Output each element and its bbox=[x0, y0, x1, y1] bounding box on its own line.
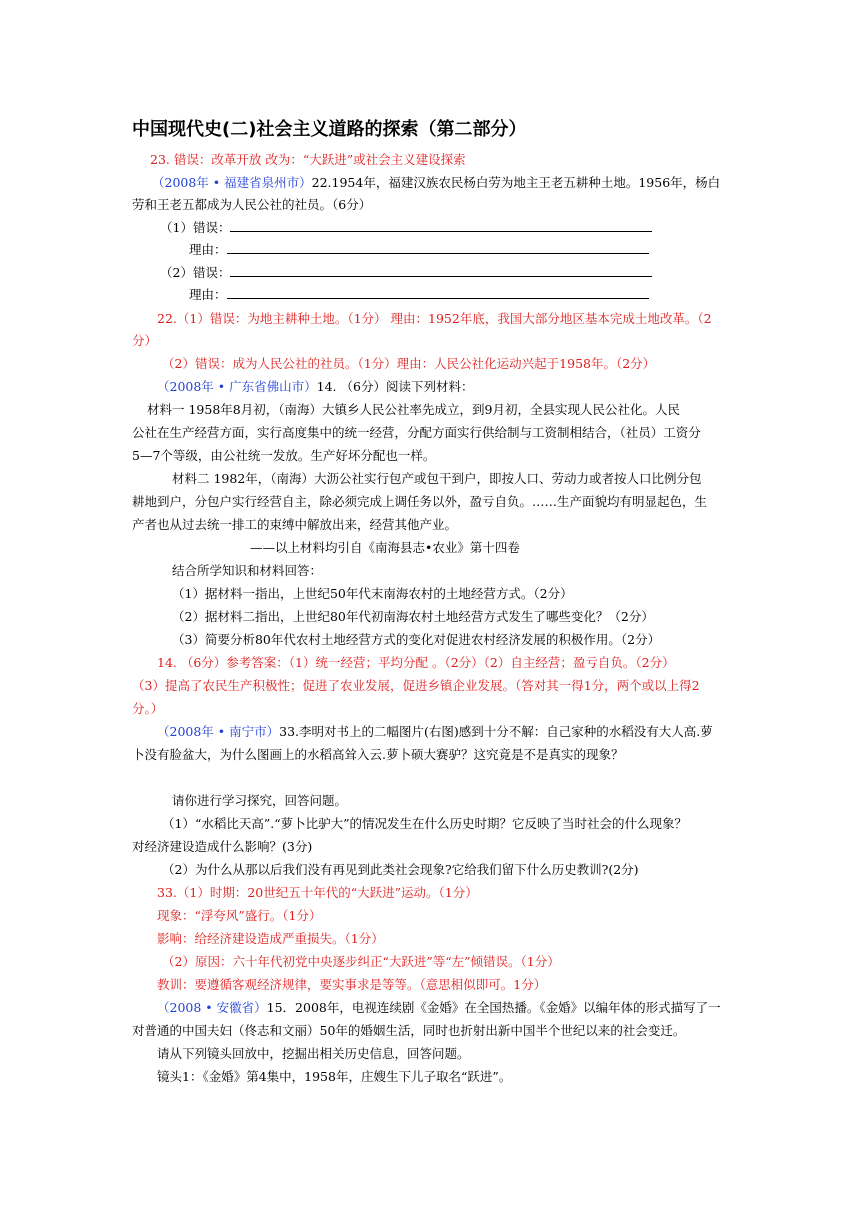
material-line: 材料二 1982年，（南海）大沥公社实行包产或包干到户，即按人口、劳动力或者按人口比例分包 bbox=[172, 471, 702, 486]
answer-line: 分。） bbox=[132, 701, 164, 716]
question-line: （2）据材料二指出，上世纪80年代初南海农村土地经营方式发生了哪些变化？（2分） bbox=[172, 609, 654, 624]
page-title: 中国现代史(二)社会主义道路的探索（第二部分） bbox=[132, 119, 527, 140]
question-line bbox=[157, 378, 473, 396]
answer-blank-row bbox=[160, 264, 652, 282]
question-text: 15．2008年，电视连续剧《金婚》在全国热播。《金婚》以编年体的形式描写了一 bbox=[266, 1000, 721, 1015]
question-line bbox=[157, 999, 721, 1017]
material-line: 产者也从过去统一排工的束缚中解放出来，经营其他产业。 bbox=[132, 517, 458, 532]
answer-line: （2）原因：六十年代初党中央逐步纠正“大跃进”等“左”倾错误。（1分） bbox=[162, 954, 560, 969]
blank-line[interactable] bbox=[227, 286, 649, 299]
answer-line: 14. （6分）参考答案：（1）统一经营；平均分配 。（2分）（2）自主经营；盈亏自负。（2分） bbox=[157, 655, 675, 670]
question-line: 镜头1：《金婚》第4集中，1958年，庄嫂生下儿子取名“跃进”。 bbox=[157, 1069, 512, 1084]
answer-line: 23. 错误：改革开放 改为：“大跃进”或社会主义建设探索 bbox=[150, 152, 466, 167]
blank-label: 理由： bbox=[189, 242, 227, 257]
question-text: 33.李明对书上的二幅图片(右图)感到十分不解：自己家种的水稻没有大人高.萝 bbox=[279, 724, 713, 739]
source-tag: （2008 • 安徽省） bbox=[157, 1000, 267, 1015]
question-line: 对经济建设造成什么影响？(3分) bbox=[132, 839, 313, 854]
blank-line[interactable] bbox=[227, 241, 649, 254]
source-tag: （2008年 • 福建省泉州市） bbox=[152, 175, 312, 190]
question-line: 结合所学知识和材料回答： bbox=[172, 563, 323, 578]
question-text: 22.1954年，福建汉族农民杨白劳为地主王老五耕种土地。1956年，杨白 bbox=[311, 175, 721, 190]
question-line: （1）“水稻比天高”.“萝卜比驴大”的情况发生在什么历史时期？它反映了当时社会的什么现象？ bbox=[162, 816, 687, 831]
question-line: 卜没有脸盆大，为什么图画上的水稻高耸入云.萝卜硕大赛驴？这究竟是不是真实的现象？ bbox=[132, 747, 624, 762]
answer-line: 影响：给经济建设造成严重损失。（1分） bbox=[157, 931, 384, 946]
question-line bbox=[152, 174, 720, 192]
blank-line[interactable] bbox=[230, 219, 652, 232]
question-line: 劳和王老五都成为人民公社的社员。（6分） bbox=[132, 197, 372, 212]
question-line bbox=[157, 723, 713, 741]
answer-blank-row bbox=[189, 241, 649, 259]
answer-line: 教训：要遵循客观经济规律，要实事求是等等。（意思相似即可。1分） bbox=[157, 977, 547, 992]
question-line: 对普通的中国夫妇（佟志和文丽）50年的婚姻生活，同时也折射出新中国半个世纪以来的社会变迁。 bbox=[132, 1023, 686, 1038]
answer-line: 分） bbox=[132, 333, 158, 348]
question-line: （1）据材料一指出，上世纪50年代末南海农村的土地经营方式。（2分） bbox=[172, 586, 573, 601]
question-line: 请你进行学习探究，回答问题。 bbox=[172, 793, 348, 808]
material-line: 耕地到户，分包户实行经营自主，除必须完成上调任务以外，盈亏自负。……生产面貌均有明显起色，生 bbox=[132, 494, 708, 509]
material-line: 材料一 1958年8月初，（南海）大镇乡人民公社率先成立，到9月初，全县实现人民公社化。人民 bbox=[147, 402, 680, 417]
question-text: 14. （6分）阅读下列材料： bbox=[316, 379, 474, 394]
blank-label: （1）错误： bbox=[160, 220, 231, 235]
blank-label: （2）错误： bbox=[160, 265, 231, 280]
question-line: （2）为什么从那以后我们没有再见到此类社会现象?它给我们留下什么历史教训?(2分) bbox=[162, 862, 639, 877]
source-tag: （2008年 • 广东省佛山市） bbox=[157, 379, 317, 394]
question-line: 请从下列镜头回放中，挖掘出相关历史信息，回答问题。 bbox=[157, 1046, 470, 1061]
material-line: 5—7个等级，由公社统一发放。生产好坏分配也一样。 bbox=[132, 448, 436, 463]
blank-label: 理由： bbox=[189, 287, 227, 302]
answer-line: 33.（1）时期：20世纪五十年代的“大跃进”运动。（1分） bbox=[157, 885, 478, 900]
answer-line: 现象：“浮夸风”盛行。（1分） bbox=[157, 908, 322, 923]
answer-line: （2）错误：成为人民公社的社员。（1分）理由：人民公社化运动兴起于1958年。（2分） bbox=[162, 356, 656, 371]
answer-blank-row bbox=[189, 286, 649, 304]
blank-line[interactable] bbox=[230, 264, 652, 277]
material-line: 公社在生产经营方面，实行高度集中的统一经营，分配方面实行供给制与工资制相结合，（社员）工资分 bbox=[132, 425, 701, 440]
answer-line: 22.（1）错误：为地主耕种土地。（1分） 理由：1952年底，我国大部分地区基本完成土地改革。（2 bbox=[157, 311, 712, 326]
source-tag: （2008年 • 南宁市） bbox=[157, 724, 280, 739]
question-line: （3）简要分析80年代农村土地经营方式的变化对促进农村经济发展的积极作用。（2分） bbox=[172, 632, 661, 647]
answer-line: （3）提高了农民生产积极性；促进了农业发展，促进乡镇企业发展。（答对其一得1分，两个或以上得2 bbox=[132, 678, 700, 693]
citation-line: ——以上材料均引自《南海县志•农业》第十四卷 bbox=[250, 540, 520, 555]
answer-blank-row bbox=[160, 219, 652, 237]
